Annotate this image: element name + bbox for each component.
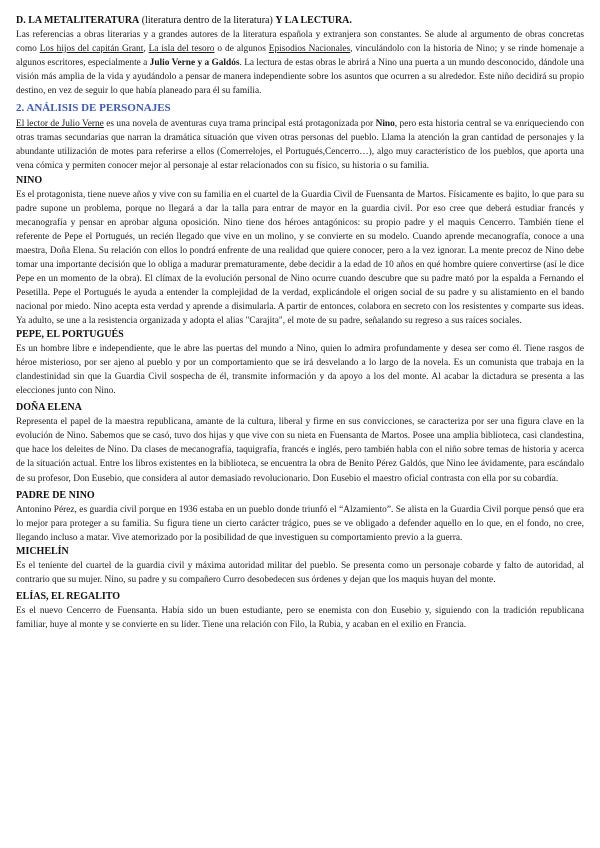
protagonist-name: Nino — [375, 119, 395, 130]
character-text-pepe: Es un hombre libre e independiente, que le abre las puertas del mundo a Nino, quien lo admira profundamente y desea ser como él. Tiene rasgos de héroe misterioso, por ser ajeno al pueblo y por un comportamiento que se irá desvelando a lo largo de la novela. Es un comunista que trabaja en la clandestinidad sin que la Guardia Civil sospecha de él, transmite información y da apoyo a los del monte. Al acabar la dictadura se presenta a las elecciones junto con Nino. — [16, 344, 584, 397]
character-heading-padre: PADRE DE NINO — [16, 489, 95, 501]
section-2-intro-a: es una novela de aventuras cuya trama principal está protagonizada por — [103, 119, 376, 130]
book-title-episodios: Episodios Nacionales — [268, 44, 351, 55]
section-d-heading — [16, 14, 584, 28]
book-title-grant: Los hijos del capitán Grant — [39, 44, 144, 55]
authors-highlight: Julio Verne y a Galdós — [149, 58, 240, 69]
section-d-paragraph — [16, 28, 584, 98]
character-heading-elena: DOÑA ELENA — [16, 402, 82, 414]
character-text-padre: Antonino Pérez, es guardia civil porque en 1936 estaba en un pueblo donde triunfó el “Alzamiento”. Se alista en la Guardia Civil porque pensó que era lo mejor para proteger a su familia. Su figura tiene un cierto carácter trágico, pues se ve obligado a defender aquello en lo que, en el fondo, no cree, llegando incluso a matar. Vive atemorizado por la posibilidad de que investiguen su comportamiento previo a la guerra. — [16, 504, 584, 543]
character-heading-elias: ELÍAS, EL REGALITO — [16, 590, 121, 602]
section-d-text-b: o de algunos — [214, 44, 269, 55]
section-d-text-d: . La lectura de estas obras le abrirá a Nino una puerta a un mundo desconocido, dándole una visión más amplia de la vida y ayudándolo a pensar de manera independiente sobre los asuntos que ocurren a su alrededor. Este niño decidirá su propio destino, en vez de seguir lo que había planeado para él su familia. — [16, 58, 584, 97]
section-d-separator: , — [143, 44, 149, 55]
character-heading-michelin: MICHELÍN — [16, 545, 69, 557]
section-2-intro-b: , pero esta historia central se va enriqueciendo con otras tramas secundarias que narran la dramática situación que viven otras personas del pueblo. Llama la atención la gran cantidad de personajes y la abundante utilización de motes para referirse a ellos (Comerrelojes, el Portugués,Cencerro…), algo muy característico de los pueblos, que aporta una vena cómica y permiten conocer mejor al personaje al estar relacionados con su físico, su historia o su familia. — [16, 119, 584, 172]
character-text-elena: Representa el papel de la maestra republicana, amante de la cultura, liberal y firme en sus convicciones, se caracteriza por ser una figura clave en la evolución de Nino. Sabemos que se casó, tuvo dos hijas y que vive con su nieta en Fuensanta de Martos. Posee una amplia biblioteca, casi clandestina, que hace los deleites de Nino. Da clases de mecanografía, taquigrafía, francés e inglés, pero también habla con el niño sobre temas de historia y acerca de la situación actual. Entre los libros existentes en la biblioteca, se encuentra la obra de Benito Pérez Galdós, que Nino lee ávidamente, para escándalo de su profesor, Don Eusebio, que considera al autor demasiado revolucionario. Don Eusebio el maestro oficial contrasta con ella por su cobardía. — [16, 417, 584, 484]
book-title-isla: La isla del tesoro — [148, 44, 215, 55]
character-heading-nino: NINO — [16, 174, 43, 186]
section-d-text-c: , vinculándolo con la historia de Nino; y se rinde homenaje a algunos escritores, especialmente a — [16, 44, 585, 69]
section-2-heading: 2. ANÁLISIS DE PERSONAJES — [16, 102, 171, 115]
character-text-michelin: Es el teniente del cuartel de la guardia civil y máxima autoridad militar del pueblo. Se presenta como un personaje cobarde y falto de autoridad, al contrario que su mujer. Nino, su padre y su compañero Curro desobedecen sus órdenes y dejan que los maquis huyan del monte. — [16, 560, 584, 585]
character-heading-pepe: PEPE, EL PORTUGUÉS — [16, 329, 124, 341]
section-d-title-part-2: Y LA LECTURA. — [275, 15, 352, 26]
character-text-nino: Es el protagonista, tiene nueve años y vive con su familia en el cuartel de la Guardia Civil de Fuensanta de Martos. Físicamente es bajito, lo que para su padre supone un problema, porque no llegará a dar la talla para entrar de mayor en la guardia civil. Por eso cree que deberá estudiar francés y mecanografía y pensar en aprobar alguna oposición. Nino tiene dos héroes antagónicos: su propio padre y el maquis Cencerro. También tiene el referente de Pepe el Portugués, un recién llegado que vive en un molino, y se convierte en su modelo. Cuando aprende mecanografía, conoce a una maestra, Doña Elena. Su relación con ellos lo pondrá enfrente de una realidad que quiere conocer, pero a la vez ignorar. La mente precoz de Nino debe tomar una importante decisión que lo obliga a madurar prematuramente, debe decidir a la edad de 10 años en qué hombre quiere convertirse (así le dice Pepe en un momento de la obra). El clímax de la evolución personal de Nino ocurre cuando descubre que su padre mató por la espalda a Fernando el Pesetilla. Pepe el Portugués le ayuda a entender la complejidad de la verdad, explicándole el origen social de su padre y su alistamiento en el bando nacional por miedo. Nino acepta esta verdad y aprende a disimularla. A partir de entonces, colabora en secreto con los resistentes y comparte sus ideas. Ya adulto, se une a la resistencia organizada y adopta el alias "Carajita", el mote de su padre, señalando su regreso a sus raíces sociales. — [16, 189, 584, 326]
character-text-elias: Es el nuevo Cencerro de Fuensanta. Había sido un buen estudiante, pero se enemista con don Eusebio y, siguiendo con la tradición republicana familiar, huye al monte y se convierte en su líder. Tiene una relación con Filo, la Rubia, y acaban en el exilio en Francia. — [16, 605, 584, 630]
section-2-intro — [16, 117, 584, 173]
section-d-text-a: Las referencias a obras literarias y a grandes autores de la literatura española y extranjera son constantes. Se alude al argumento de obras concretas como — [16, 30, 584, 55]
section-d-title-subtitle: (literatura dentro de la literatura) — [139, 15, 276, 26]
novel-title: El lector de Julio Verne — [16, 119, 104, 130]
section-d-title-part-1: D. LA METALITERATURA — [16, 15, 140, 26]
